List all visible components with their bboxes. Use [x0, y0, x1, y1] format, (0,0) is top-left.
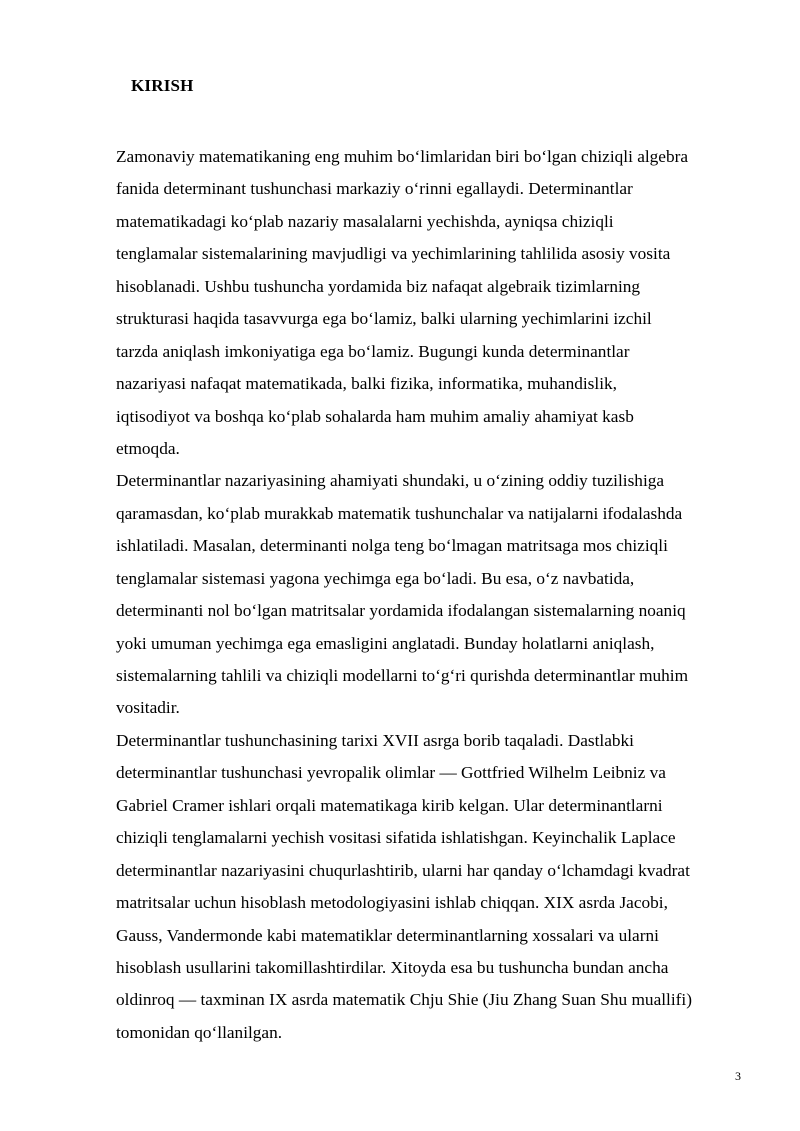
- text-line: vositadir.: [116, 698, 180, 718]
- text-line: oldinroq — taxminan IX asrda matematik Chju Shie (Jiu Zhang Suan Shu muallifi): [116, 990, 692, 1010]
- text-line: iqtisodiyot va boshqa ko‘plab sohalarda ham muhim amaliy ahamiyat kasb: [116, 406, 634, 426]
- text-line: tenglamalar sistemalarining mavjudligi va yechimlarining tahlilida asosiy vosita: [116, 244, 671, 264]
- text-line: Gauss, Vandermonde kabi matematiklar determinantlarning xossalari va ularni: [116, 925, 659, 945]
- text-line: determinantlar tushunchasi yevropalik olimlar — Gottfried Wilhelm Leibniz va: [116, 763, 666, 783]
- text-line: chiziqli tenglamalarni yechish vositasi sifatida ishlatishgan. Keyinchalik Laplace: [116, 828, 676, 848]
- text-line: hisoblanadi. Ushbu tushuncha yordamida biz nafaqat algebraik tizimlarning: [116, 276, 641, 296]
- text-line: fanida determinant tushunchasi markaziy o‘rinni egallaydi. Determinantlar: [116, 179, 633, 199]
- text-line: strukturasi haqida tasavvurga ega bo‘lamiz, balki ularning yechimlarini izchil: [116, 309, 652, 329]
- text-line: determinantlar nazariyasini chuqurlashtirib, ularni har qanday o‘lchamdagi kvadrat: [116, 860, 690, 880]
- body-text: [116, 141, 756, 1049]
- text-line: qaramasdan, ko‘plab murakkab matematik tushunchalar va natijalarni ifodalashda: [116, 503, 683, 523]
- text-line: Gabriel Cramer ishlari orqali matematikaga kirib kelgan. Ular determinantlarni: [116, 795, 663, 815]
- text-line: hisoblash usullarini takomillashtirdilar. Xitoyda esa bu tushuncha bundan ancha: [116, 957, 669, 977]
- text-line: tenglamalar sistemasi yagona yechimga ega bo‘ladi. Bu esa, o‘z navbatida,: [116, 568, 635, 588]
- text-line: ishlatiladi. Masalan, determinanti nolga teng bo‘lmagan matritsaga mos chiziqli: [116, 536, 668, 556]
- text-line: nazariyasi nafaqat matematikada, balki fizika, informatika, muhandislik,: [116, 374, 617, 394]
- text-line: Determinantlar nazariyasining ahamiyati shundaki, u o‘zining oddiy tuzilishiga: [116, 471, 665, 491]
- text-line: tarzda aniqlash imkoniyatiga ega bo‘lamiz. Bugungi kunda determinantlar: [116, 341, 630, 361]
- text-line: etmoqda.: [116, 438, 180, 458]
- text-line: matritsalar uchun hisoblash metodologiyasini ishlab chiqqan. XIX asrda Jacobi,: [116, 893, 668, 913]
- text-line: Zamonaviy matematikaning eng muhim bo‘limlaridan biri bo‘lgan chiziqli algebra: [116, 147, 689, 166]
- text-line: determinanti nol bo‘lgan matritsalar yordamida ifodalangan sistemalarning noaniq: [116, 601, 686, 621]
- text-line: sistemalarning tahlili va chiziqli modellarni to‘g‘ri qurishda determinantlar muhim: [116, 666, 689, 685]
- text-line: tomonidan qo‘llanilgan.: [116, 1022, 283, 1042]
- text-line: yoki umuman yechimga ega emasligini anglatadi. Bunday holatlarni aniqlash,: [116, 633, 655, 653]
- page-number: 3: [735, 1069, 741, 1083]
- section-heading: KIRISH: [131, 76, 194, 95]
- text-line: Determinantlar tushunchasining tarixi XVII asrga borib taqaladi. Dastlabki: [116, 730, 634, 750]
- text-line: matematikadagi ko‘plab nazariy masalalarni yechishda, ayniqsa chiziqli: [116, 211, 614, 231]
